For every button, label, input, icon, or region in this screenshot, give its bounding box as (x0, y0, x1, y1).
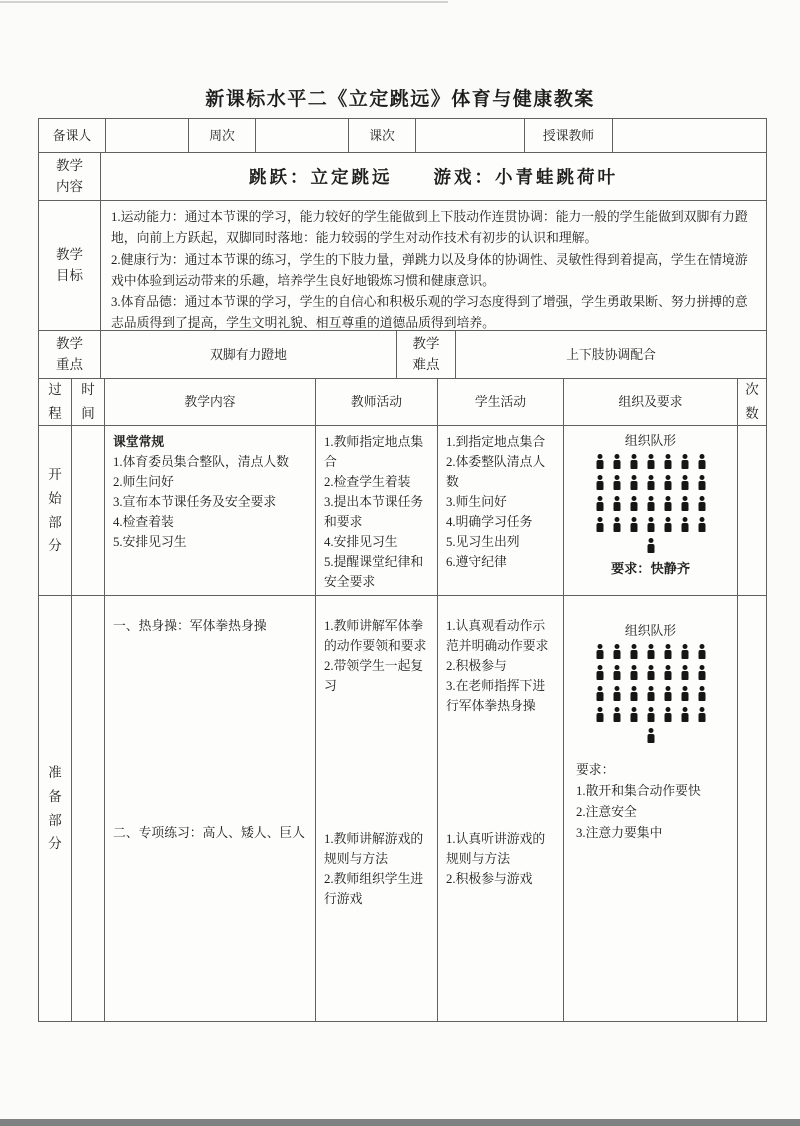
focus-label: 教学重点 (39, 331, 101, 378)
formation-title: 组织队形 (624, 624, 677, 638)
header-count: 次数 (745, 382, 759, 421)
info-row (39, 119, 766, 153)
prep-teacher-cell (316, 596, 438, 1021)
start-content-title: 课堂常规 (113, 435, 165, 449)
person-icon (664, 475, 671, 490)
lesson-number-value (416, 119, 525, 152)
list-item: 1.认真听讲游戏的规则与方法 (446, 832, 546, 866)
list-item: 3.提出本节课任务和要求 (324, 495, 424, 529)
person-icon (613, 517, 620, 532)
objectives-text (101, 201, 766, 330)
preparer-label: 备课人 (39, 119, 106, 152)
list-item: 2.注意安全 (576, 805, 637, 819)
person-icon (630, 496, 637, 511)
person-icon (647, 454, 654, 469)
focus-row (39, 331, 766, 379)
list-item: 3.体育品德：通过本节课的学习，学生的自信心和积极乐观的学习态度得到了增强，学生勇敢果断、努力拼搏的意志品质得到了提高，学生文明礼貌、相互尊重的道德品质得到培养。 (111, 295, 748, 330)
person-icon (630, 644, 637, 659)
prep-activity1-content: 一、热身操：军体拳热身操 (113, 619, 267, 633)
person-icon (613, 475, 620, 490)
person-icon (630, 454, 637, 469)
formation-row (591, 535, 710, 556)
start-teacher-cell (316, 426, 438, 595)
person-icon (681, 665, 688, 680)
teaching-content-label: 教学内容 (39, 153, 101, 200)
lesson-plan-table (38, 118, 767, 1022)
list-item: 4.安排见习生 (324, 535, 398, 549)
list-item: 1.体育委员集合整队，清点人数 (113, 455, 289, 469)
formation-row (591, 472, 710, 493)
teaching-content-row (39, 153, 766, 201)
person-icon (664, 454, 671, 469)
formation-row (591, 641, 710, 662)
list-item: 2.积极参与 (446, 659, 507, 673)
person-icon (681, 644, 688, 659)
person-icon (596, 496, 603, 511)
person-icon (698, 517, 705, 532)
start-count-cell (738, 426, 766, 595)
teacher-label: 授课教师 (525, 119, 613, 152)
person-icon (630, 517, 637, 532)
person-icon (681, 517, 688, 532)
person-icon (664, 496, 671, 511)
prep-student-cell (438, 596, 564, 1021)
start-content-cell (105, 426, 316, 595)
start-time-cell (72, 426, 105, 595)
formation-row (591, 662, 710, 683)
difficulty-value: 上下肢协调配合 (566, 347, 656, 362)
list-item: 1.教师讲解军体拳的动作要领和要求 (324, 619, 427, 653)
prep-section-row (39, 596, 766, 1021)
list-item: 2.师生问好 (113, 475, 174, 489)
difficulty-label: 教学难点 (397, 331, 456, 378)
formation-title: 组织队形 (624, 434, 677, 448)
person-icon (613, 496, 620, 511)
person-icon (681, 686, 688, 701)
scan-bottom-edge (0, 1119, 800, 1126)
formation-diagram (591, 451, 710, 556)
stage-label-prep: 准备部分 (39, 596, 72, 1021)
person-icon (613, 454, 620, 469)
person-icon (681, 454, 688, 469)
person-icon (596, 707, 603, 722)
person-icon (596, 665, 603, 680)
start-student-cell (438, 426, 564, 595)
list-item: 2.检查学生着装 (324, 475, 411, 489)
list-item: 1.运动能力：通过本节课的学习，能力较好的学生能做到上下肢动作连贯协调：能力一般的学生能做到双脚有力蹬地，向前上方跃起，双脚同时落地：能力较弱的学生对动作技术有初步的认识和理解。 (111, 210, 748, 246)
week-label: 周次 (189, 119, 256, 152)
page-title: 新课标水平二《立定跳远》体育与健康教案 (205, 89, 595, 110)
prep-activity1-student (446, 616, 555, 716)
header-process: 过程 (39, 379, 72, 425)
list-item: 6.遵守纪律 (446, 555, 507, 569)
person-icon (698, 665, 705, 680)
person-icon (647, 686, 654, 701)
person-icon (681, 496, 688, 511)
person-icon (647, 517, 654, 532)
person-icon (698, 496, 705, 511)
person-icon (630, 686, 637, 701)
prep-requirements (564, 760, 701, 844)
header-organization: 组织及要求 (564, 379, 738, 425)
header-student-activity: 学生活动 (438, 379, 564, 425)
start-organization-cell (564, 426, 738, 595)
person-icon (613, 707, 620, 722)
person-icon (698, 644, 705, 659)
list-item: 5.安排见习生 (113, 535, 187, 549)
objectives-label: 教学目标 (39, 201, 101, 330)
prep-activity2-student (446, 829, 555, 889)
prep-content-cell (105, 596, 316, 1021)
list-item: 要求： (576, 763, 615, 777)
prep-activity1-teacher (324, 616, 429, 696)
objectives-row (39, 201, 766, 331)
person-icon (613, 665, 620, 680)
list-item: 5.见习生出列 (446, 535, 520, 549)
person-icon (681, 475, 688, 490)
week-value (256, 119, 349, 152)
person-icon (698, 475, 705, 490)
list-item: 2.教师组织学生进行游戏 (324, 872, 424, 906)
list-item: 1.教师讲解游戏的规则与方法 (324, 832, 424, 866)
teacher-value (613, 119, 766, 152)
person-icon (596, 644, 603, 659)
person-icon (647, 475, 654, 490)
list-item: 3.宣布本节课任务及安全要求 (113, 495, 277, 509)
list-item: 1.到指定地点集合 (446, 435, 546, 449)
list-item: 1.教师指定地点集合 (324, 435, 424, 469)
list-item: 3.注意力要集中 (576, 826, 663, 840)
person-icon (664, 665, 671, 680)
list-item: 4.检查着装 (113, 515, 174, 529)
person-icon (647, 538, 654, 553)
person-icon (664, 686, 671, 701)
list-item: 3.在老师指挥下进行军体拳热身操 (446, 679, 546, 713)
list-item: 5.提醒课堂纪律和安全要求 (324, 555, 424, 589)
person-icon (613, 644, 620, 659)
person-icon (664, 517, 671, 532)
list-item: 2.积极参与游戏 (446, 872, 533, 886)
header-content: 教学内容 (105, 379, 316, 425)
teaching-content-value: 跳跃：立定跳远 游戏：小青蛙跳荷叶 (249, 166, 618, 187)
list-item: 3.师生问好 (446, 495, 507, 509)
person-icon (664, 644, 671, 659)
person-icon (596, 454, 603, 469)
list-item: 2.带领学生一起复习 (324, 659, 424, 693)
formation-row (591, 514, 710, 535)
person-icon (596, 517, 603, 532)
formation-row (591, 683, 710, 704)
formation-row (591, 725, 710, 746)
formation-diagram (591, 641, 710, 746)
prep-activity2-teacher (324, 829, 429, 909)
list-item: 2.健康行为：通过本节课的练习，学生的下肢力量，弹跳力以及身体的协调性、灵敏性得到着提高，学生在情境游戏中体验到运动带来的乐趣，培养学生良好地锻炼习惯和健康意识。 (111, 252, 748, 288)
formation-row (591, 493, 710, 514)
person-icon (681, 707, 688, 722)
focus-value: 双脚有力蹬地 (101, 331, 397, 378)
person-icon (647, 644, 654, 659)
person-icon (630, 475, 637, 490)
header-teacher-activity: 教师活动 (316, 379, 438, 425)
scan-top-edge (0, 1, 448, 3)
person-icon (698, 707, 705, 722)
header-time: 时间 (72, 379, 105, 425)
person-icon (613, 686, 620, 701)
person-icon (647, 496, 654, 511)
person-icon (647, 665, 654, 680)
plan-header-row (39, 379, 766, 426)
person-icon (630, 707, 637, 722)
prep-activity2-content: 二、专项练习：高人、矮人、巨人 (113, 826, 305, 840)
prep-time-cell (72, 596, 105, 1021)
list-item: 1.散开和集合动作要快 (576, 784, 701, 798)
person-icon (664, 707, 671, 722)
stage-label-start: 开始部分 (39, 426, 72, 595)
list-item: 2.体委整队清点人数 (446, 455, 546, 489)
person-icon (630, 665, 637, 680)
list-item: 4.明确学习任务 (446, 515, 533, 529)
person-icon (596, 475, 603, 490)
person-icon (647, 728, 654, 743)
person-icon (647, 707, 654, 722)
person-icon (596, 686, 603, 701)
formation-row (591, 704, 710, 725)
list-item: 1.认真观看动作示范并明确动作要求 (446, 619, 549, 653)
prep-count-cell (738, 596, 766, 1021)
preparer-value (106, 119, 189, 152)
formation-row (591, 451, 710, 472)
person-icon (698, 686, 705, 701)
lesson-number-label: 课次 (349, 119, 416, 152)
person-icon (698, 454, 705, 469)
prep-organization-cell (564, 596, 738, 1021)
start-section-row (39, 426, 766, 596)
formation-requirement: 要求：快静齐 (610, 561, 691, 576)
start-content-list (113, 452, 307, 552)
